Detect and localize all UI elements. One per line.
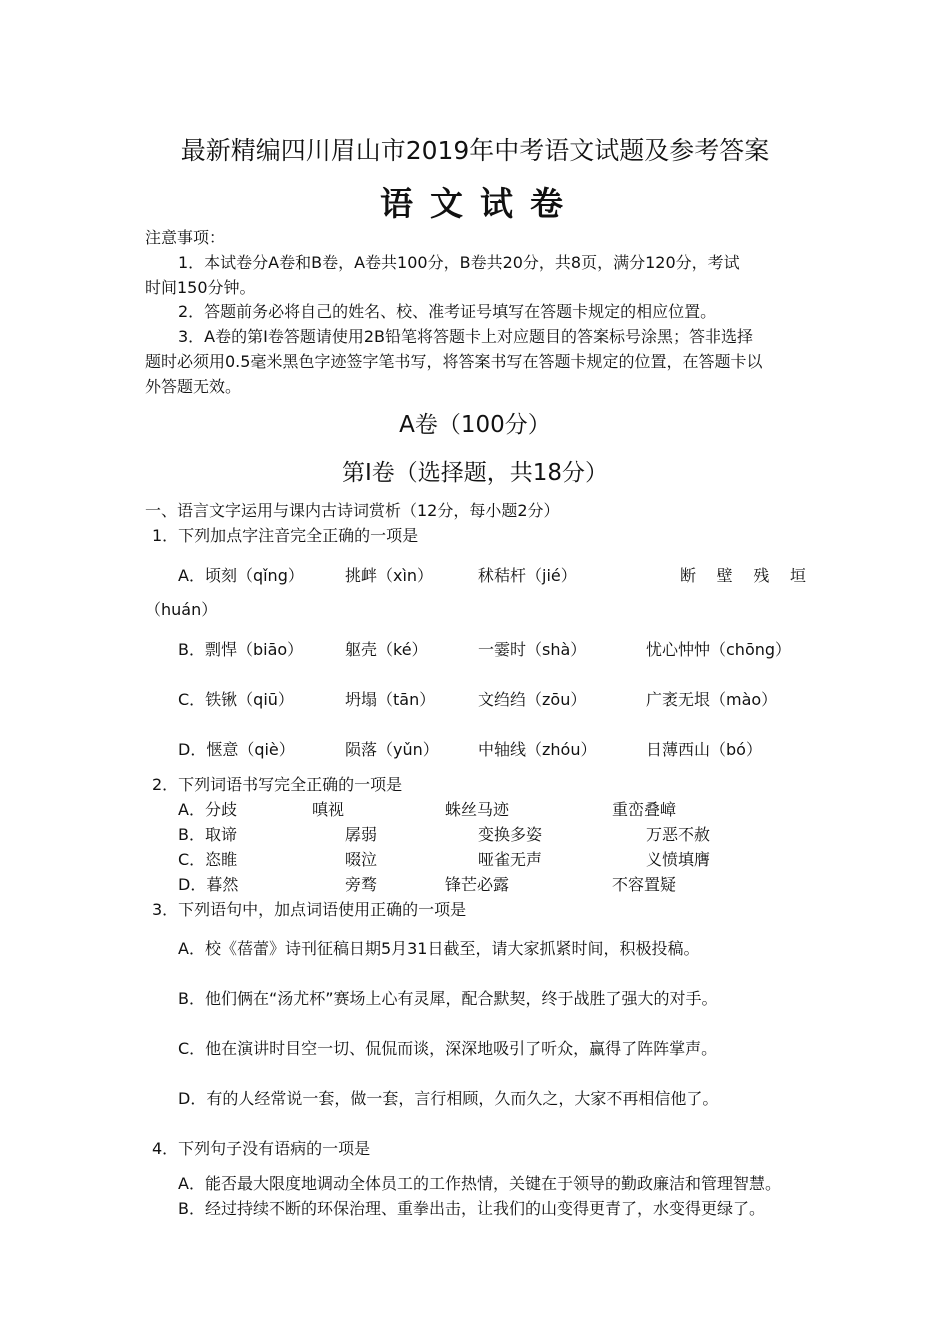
- q4-option-a: A．能否最大限度地调动全体员工的工作热情，关键在于领导的勤政廉洁和管理智慧。: [178, 1174, 781, 1193]
- q1-option-a-1: A．顷刻（qǐng）: [178, 566, 304, 585]
- part-one-heading: 第I卷（选择题，共18分）: [341, 460, 609, 486]
- q1-option-a-4-char-4: 垣: [789, 566, 806, 585]
- notice-item-1: 1．本试卷分A卷和B卷，A卷共100分，B卷共20分，共8页，满分120分，考试: [178, 253, 740, 272]
- question-3-stem: 3．下列语句中，加点词语使用正确的一项是: [152, 900, 467, 919]
- q2-option-d-1: D．暮然: [178, 875, 239, 894]
- q1-option-c-4: 广袤无垠（mào）: [646, 690, 778, 709]
- q2-option-b-1: B．取谛: [178, 825, 237, 844]
- notice-item-3-cont: 题时必须用0.5毫米黑色字迹签字笔书写，将答案书写在答题卡规定的位置，在答题卡以: [145, 352, 763, 371]
- q1-option-d-4: 日薄西山（bó）: [646, 740, 762, 759]
- q2-option-a-2: 嗔视: [312, 800, 345, 819]
- q2-option-a-3: 蛛丝马迹: [445, 800, 510, 819]
- notice-item-2: 2．答题前务必将自己的姓名、校、准考证号填写在答题卡规定的相应位置。: [178, 302, 717, 321]
- q2-option-c-2: 啜泣: [345, 850, 378, 869]
- q2-option-a-4: 重峦叠嶂: [612, 800, 677, 819]
- q1-option-d-1: D．惬意（qiè）: [178, 740, 295, 759]
- q1-option-a-4-char-1: 断: [680, 566, 697, 585]
- q1-option-c-1: C．铁锹（qiū）: [178, 690, 294, 709]
- q1-option-b-1: B．剽悍（biāo）: [178, 640, 304, 659]
- q2-option-d-2: 旁骛: [345, 875, 378, 894]
- notice-heading: 注意事项：: [145, 228, 226, 247]
- q1-option-b-4: 忧心忡忡（chōng）: [646, 640, 792, 659]
- q2-option-c-3: 哑雀无声: [478, 850, 543, 869]
- q2-option-b-4: 万恶不赦: [646, 825, 711, 844]
- q1-option-a-4-char-2: 壁: [716, 566, 733, 585]
- q1-option-c-3: 文绉绉（zōu）: [478, 690, 587, 709]
- exam-subtitle: 语文试卷: [380, 184, 580, 223]
- notice-item-1-cont: 时间150分钟。: [145, 278, 256, 297]
- q2-option-c-1: C．恣睢: [178, 850, 238, 869]
- q2-option-b-2: 孱弱: [345, 825, 378, 844]
- section-one-heading: 一、语言文字运用与课内古诗词赏析（12分，每小题2分）: [145, 501, 560, 520]
- q3-option-a: A．校《蓓蕾》诗刊征稿日期5月31日截至，请大家抓紧时间，积极投稿。: [178, 939, 700, 958]
- q1-option-a-4-pinyin: （huán）: [145, 600, 218, 619]
- question-2-stem: 2．下列词语书写完全正确的一项是: [152, 775, 403, 794]
- q1-option-a-4-char-3: 残: [753, 566, 770, 585]
- q1-option-b-2: 躯壳（ké）: [345, 640, 428, 659]
- q2-option-c-4: 义愤填膺: [646, 850, 711, 869]
- q1-option-d-2: 陨落（yǔn）: [345, 740, 439, 759]
- q2-option-d-4: 不容置疑: [612, 875, 677, 894]
- q2-option-b-3: 变换多姿: [478, 825, 543, 844]
- q2-option-a-1: A．分歧: [178, 800, 237, 819]
- q3-option-c: C．他在演讲时目空一切、侃侃而谈，深深地吸引了听众，赢得了阵阵掌声。: [178, 1039, 718, 1058]
- notice-item-3: 3．A卷的第Ⅰ卷答题请使用2B铅笔将答题卡上对应题目的答案标号涂黑；答非选择: [178, 327, 754, 346]
- q1-option-b-3: 一霎时（shà）: [478, 640, 587, 659]
- q1-option-a-4: [680, 565, 806, 587]
- q1-option-c-2: 坍塌（tān）: [345, 690, 436, 709]
- notice-item-3-cont2: 外答题无效。: [145, 377, 242, 396]
- q3-option-b: B．他们俩在“汤尤杯”赛场上心有灵犀，配合默契，终于战胜了强大的对手。: [178, 989, 718, 1008]
- q1-option-a-2: 挑衅（xìn）: [345, 566, 434, 585]
- q1-option-d-3: 中轴线（zhóu）: [478, 740, 597, 759]
- q1-option-a-3: 秫秸杆（jié）: [478, 566, 577, 585]
- q2-option-d-3: 锋芒必露: [445, 875, 510, 894]
- q3-option-d: D．有的人经常说一套，做一套，言行相顾，久而久之，大家不再相信他了。: [178, 1089, 719, 1108]
- document-title: 最新精编四川眉山市2019年中考语文试题及参考答案: [180, 136, 770, 165]
- volume-a-heading: A卷（100分）: [399, 412, 551, 438]
- question-4-stem: 4．下列句子没有语病的一项是: [152, 1139, 371, 1158]
- question-1-stem: 1．下列加点字注音完全正确的一项是: [152, 526, 419, 545]
- q4-option-b: B．经过持续不断的环保治理、重拳出击，让我们的山变得更青了，水变得更绿了。: [178, 1199, 765, 1218]
